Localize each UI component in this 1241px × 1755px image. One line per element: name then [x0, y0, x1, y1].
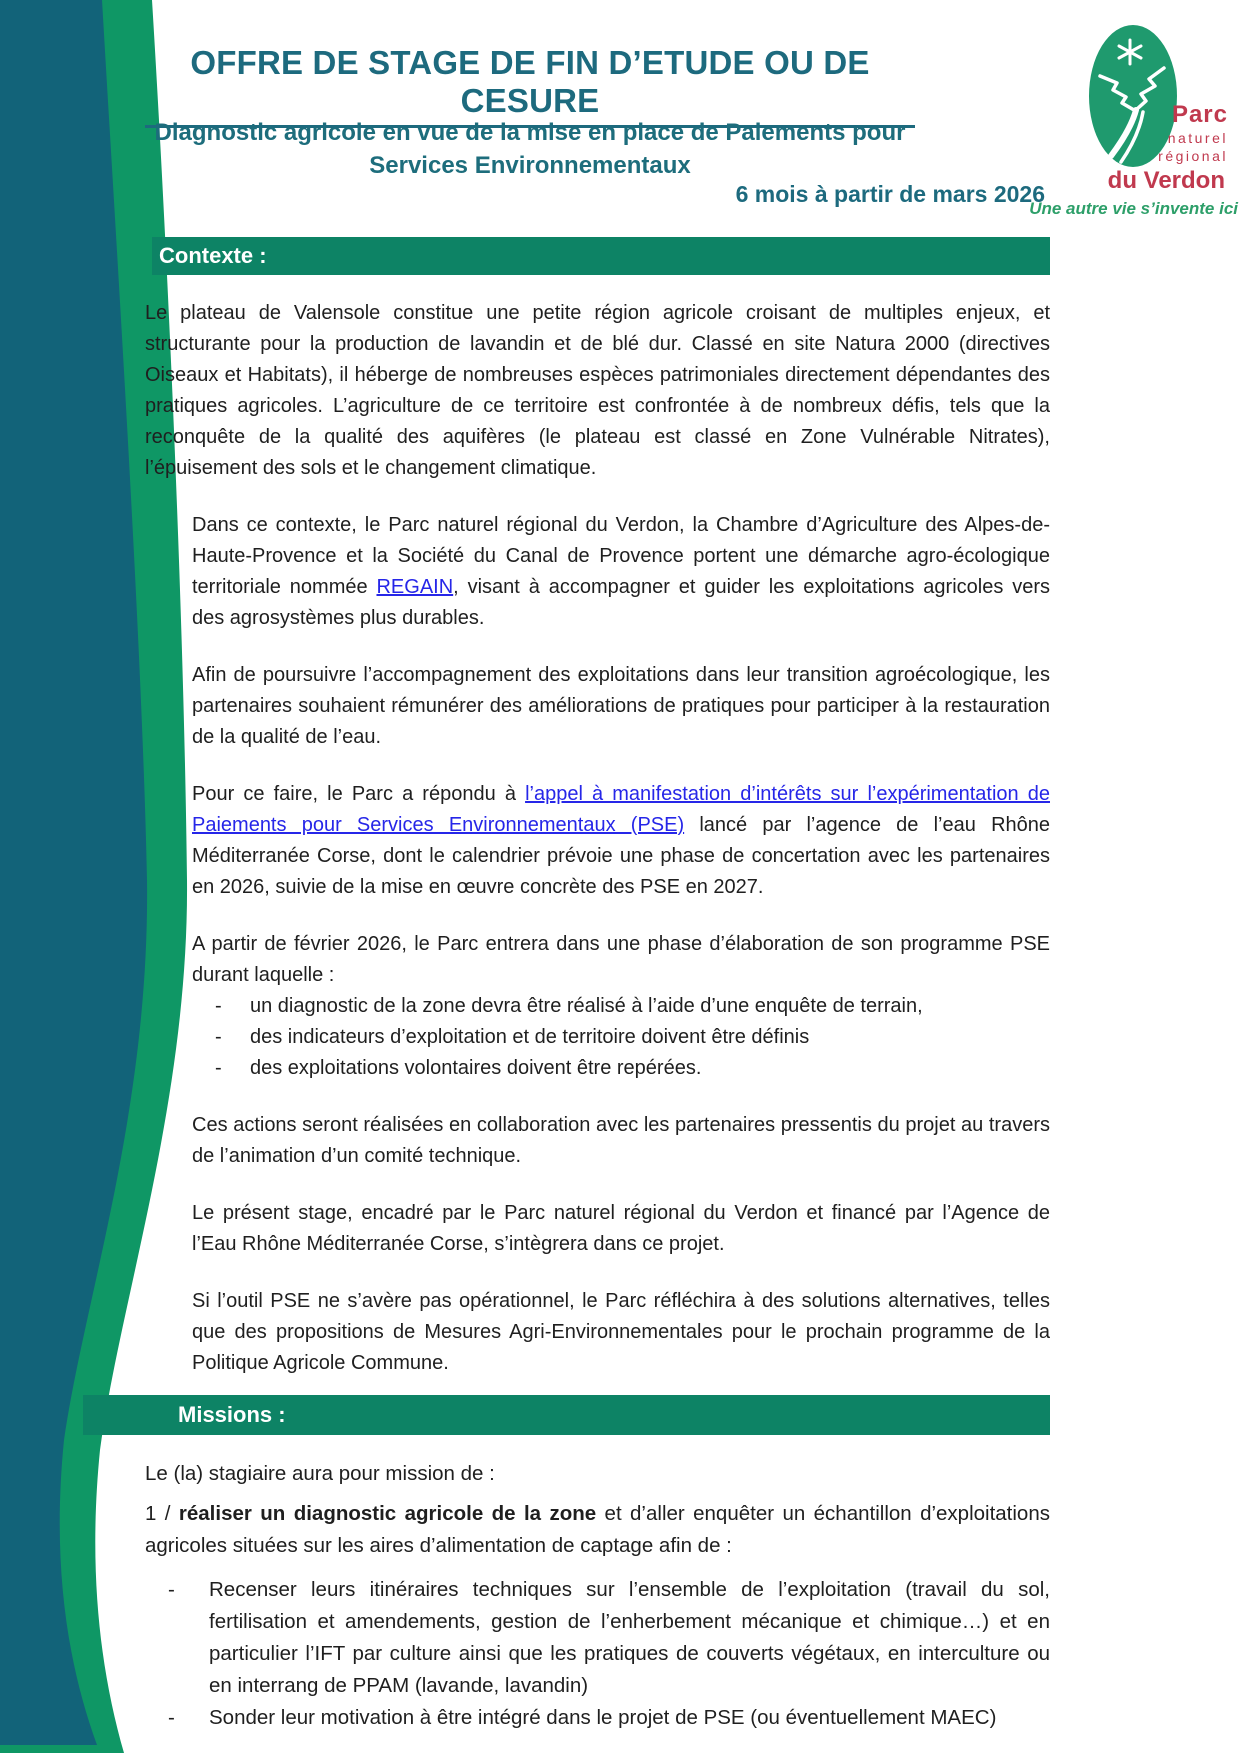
missions-item-1 [145, 1498, 1050, 1562]
context-paragraph-5 [192, 929, 1050, 991]
missions-section-body [145, 1458, 1050, 1734]
bullet-dash: - [215, 1026, 222, 1048]
logo-name-parc: Parc [1171, 101, 1228, 128]
subtitle-line-1: Diagnostic agricole en vue de la mise en place de Paiements pour [154, 119, 906, 146]
context-paragraph-3 [192, 660, 1050, 753]
page-title-text: OFFRE DE STAGE DE FIN D’ETUDE OU DE CESURE [145, 44, 915, 128]
text-segment: Si l’outil PSE ne s’avère pas opérationnel, le Parc réfléchira à des solutions alternatives, telles que des propositions de Mesures Agri-Environnementales pour le prochain programme de la Politique Agricole Commune. [192, 1290, 1050, 1374]
context-paragraph-2 [192, 510, 1050, 634]
logo-tagline: Une autre vie s’invente ici [1029, 199, 1238, 218]
text-segment: Afin de poursuivre l’accompagnement des exploitations dans leur transition agroécologique, les partenaires souhaient rémunérer des améliorations de pratiques pour participer à la restauration de la qualité de l’eau. [192, 664, 1050, 748]
text-segment: Dans ce contexte, le Parc naturel régional du Verdon, la Chambre d’Agriculture des Alpes-de-Haute-Provence et la Société du Canal de Provence portent une démarche agro-écologique territoriale nommée [192, 514, 1050, 598]
text-segment: Le plateau de Valensole constitue une petite région agricole croisant de multiples enjeux, et structurante pour la production de lavandin et de blé dur. Classé en site Natura 2000 (directives Oiseaux et Habitats), il héberge de nombreuses espèces patrimoniales directement dépendantes des pratiques agricoles. L’agriculture de ce territoire est confrontée à de nombreux défis, tels que la reconquête de la qualité des aquifères (le plateau est classé en Zone Vulnérable Nitrates), l’épuisement des sols et le changement climatique. [145, 302, 1050, 479]
context-paragraph-7 [192, 1198, 1050, 1260]
list-item [215, 1053, 1050, 1084]
text-segment: lancé par l’agence de l’eau Rhône Méditerranée Corse, dont le calendrier prévoie une phase de concertation avec les partenaires en 2026, suivie de la mise en œuvre concrète des PSE en 2027. [192, 814, 1051, 898]
bullet-dash: - [168, 1706, 175, 1729]
context-bullet-list [145, 991, 1050, 1084]
text-segment: Pour ce faire, le Parc a répondu à [192, 783, 526, 805]
context-paragraph-6 [192, 1110, 1050, 1172]
context-paragraph-4 [192, 779, 1050, 903]
context-paragraph-8 [192, 1286, 1050, 1379]
internship-duration: 6 mois à partir de mars 2026 [735, 181, 1045, 207]
missions-intro: Le (la) stagiaire aura pour mission de : [145, 1462, 495, 1485]
list-item [168, 1702, 1050, 1734]
text-segment: réaliser un diagnostic agricole de la zone [178, 1502, 597, 1525]
page-subtitle [145, 116, 915, 182]
list-item-text: Recenser leurs itinéraires techniques sur l’ensemble de l’exploitation (travail du sol, fertilisation et amendements, gestion de l’enherbement mécanique et chimique…) et en particulier l’IFT par culture ainsi que les pratiques de couverts végétaux, en interculture ou en interrang de PPAM (lavande, lavandin) [209, 1578, 1050, 1697]
subtitle-line-2: Services Environnementaux [369, 152, 691, 179]
section-header-contexte: Contexte : [152, 237, 1050, 275]
text-segment: , visant à accompagner et guider les exploitations agricoles vers des agrosystèmes plus durables. [192, 576, 1050, 629]
text-segment: Ces actions seront réalisées en collaboration avec les partenaires pressentis du projet au travers de l’animation d’un comité technique. [192, 1114, 1050, 1167]
list-item-text: Sonder leur motivation à être intégré dans le projet de PSE (ou éventuellement MAEC) [209, 1706, 997, 1729]
list-item-text: des exploitations volontaires doivent être repérées. [250, 1057, 702, 1079]
logo-name-regional: régional [1158, 148, 1228, 164]
context-section-body [145, 298, 1050, 1405]
list-item-text: un diagnostic de la zone devra être réalisé à l’aide d’une enquête de terrain, [250, 995, 923, 1017]
list-item [168, 1574, 1050, 1702]
logo-name-naturel: naturel [1167, 130, 1228, 146]
inline-link[interactable]: l’appel à manifestation d’intérêts sur l’expérimentation de Paiements pour Services Environnementaux (PSE) [192, 783, 1050, 836]
text-segment: 1 / [145, 1502, 179, 1525]
missions-bullet-list [145, 1574, 1050, 1734]
bullet-dash: - [168, 1578, 175, 1601]
context-paragraph-1 [145, 298, 1050, 484]
logo-name-block [1158, 103, 1228, 163]
list-item-text: des indicateurs d’exploitation et de territoire doivent être définis [250, 1026, 810, 1048]
text-segment: et d’aller enquêter un échantillon d’exploitations agricoles situées sur les aires d’alimentation de captage afin de : [145, 1502, 1050, 1557]
logo-name-du-verdon: du Verdon [1107, 167, 1225, 194]
list-item [215, 1022, 1050, 1053]
inline-link[interactable]: REGAIN [376, 576, 454, 598]
bullet-dash: - [215, 1057, 222, 1079]
text-segment: Le présent stage, encadré par le Parc naturel régional du Verdon et financé par l’Agence de l’Eau Rhône Méditerranée Corse, s’intègrera dans ce projet. [192, 1202, 1050, 1255]
section-header-missions: Missions : [83, 1395, 1050, 1435]
bullet-dash: - [215, 995, 222, 1017]
text-segment: A partir de février 2026, le Parc entrera dans une phase d’élaboration de son programme PSE durant laquelle : [192, 933, 1050, 986]
list-item [215, 991, 1050, 1022]
